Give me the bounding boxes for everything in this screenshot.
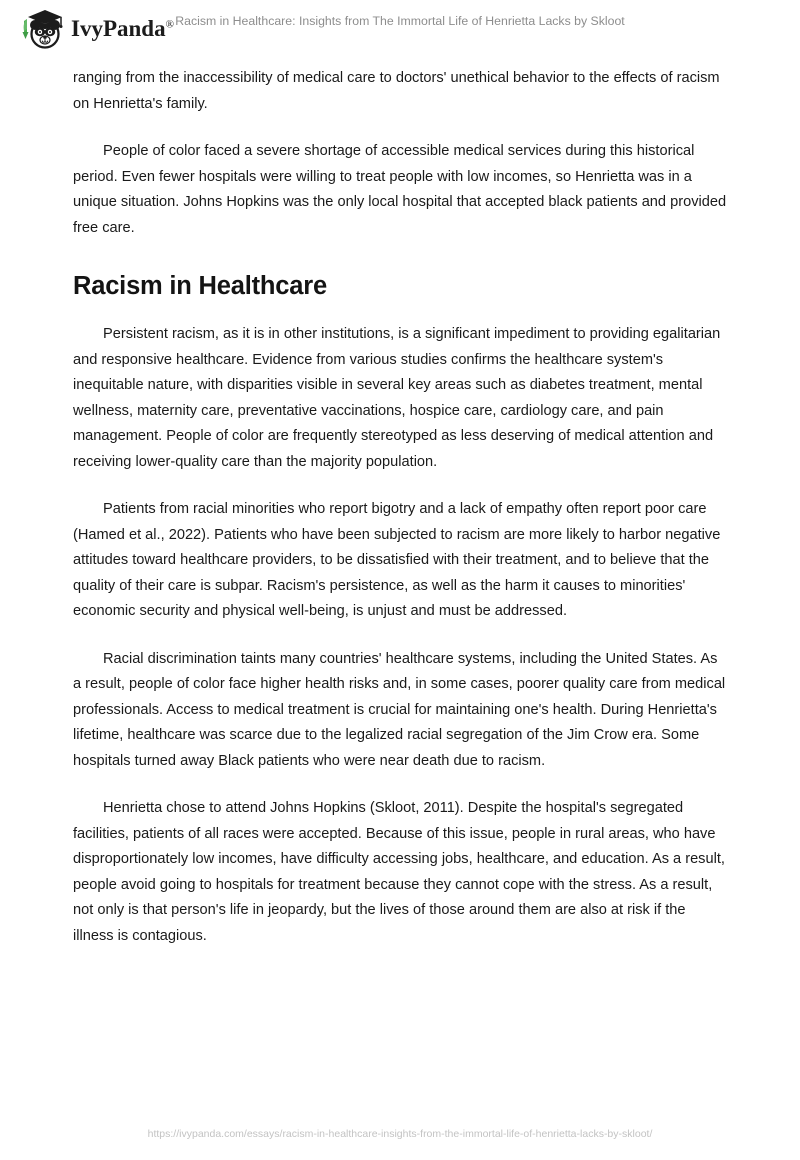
brand-logo-link[interactable] bbox=[18, 6, 174, 50]
page-footer bbox=[0, 1124, 800, 1142]
paragraph: Persistent racism, as it is in other institutions, is a significant impediment to providing egalitarian and responsive healthcare. Evidence from various studies confirms the healthcare system's inequitable nature, with disparities visible in several key areas such as diabetes treatment, mental wellness, maternity care, preventative vaccinations, hospice care, cardiology care, and pain management. People of color are frequently stereotyped as less deserving of medical attention and receiving lower-quality care than the majority population. bbox=[73, 326, 721, 470]
registered-trademark-symbol: ® bbox=[165, 17, 174, 30]
paragraph: Racial discrimination taints many countries' healthcare systems, including the United States. As a result, people of color face higher health risks and, in some cases, poorer quality care from medical professionals. Access to medical treatment is crucial for maintaining one's health. During Henrietta's lifetime, healthcare was scarce due to the legalized racial segregation of the Jim Crow era. Some hospitals turned away Black patients who were near death due to racism. bbox=[73, 650, 726, 769]
section-heading: Racism in Healthcare bbox=[73, 272, 327, 300]
brand-name bbox=[71, 17, 174, 40]
paragraph: ranging from the inaccessibility of medical care to doctors' unethical behavior to the effects of racism on Henrietta's family. bbox=[73, 70, 720, 112]
page-title: Racism in Healthcare: Insights from The Immortal Life of Henrietta Lacks by Skloot bbox=[175, 14, 625, 28]
paragraph: People of color faced a severe shortage of accessible medical services during this historical period. Even fewer hospitals were willing to treat people with low incomes, so Henrietta was in a unique situation. Johns Hopkins was the only local hospital that accepted black patients and provided free care. bbox=[73, 143, 727, 236]
graduation-panda-logo-icon bbox=[18, 6, 64, 50]
document-body bbox=[73, 66, 728, 971]
paragraph: Henrietta chose to attend Johns Hopkins (Skloot, 2011). Despite the hospital's segregated facilities, patients of all races were accepted. Because of this issue, people in rural areas, who have disproportionately low incomes, have difficulty accessing jobs, healthcare, and education. As a result, people avoid going to hospitals for treatment because they cannot cope with the stress. As a result, not only is that person's life in jeopardy, but the lives of those around them are also at risk if the illness is contagious. bbox=[73, 800, 725, 944]
page-header bbox=[0, 0, 800, 56]
paragraph: Patients from racial minorities who report bigotry and a lack of empathy often report poor care (Hamed et al., 2022). Patients who have been subjected to racism are more likely to harbor negative attitudes toward healthcare providers, to be dissatisfied with their treatment, and to believe that the quality of their care is subpar. Racism's persistence, as well as the harm it causes to minorities' economic security and physical well-being, is unjust and must be addressed. bbox=[73, 501, 721, 619]
source-url-link[interactable]: https://ivypanda.com/essays/racism-in-healthcare-insights-from-the-immortal-life-of-henrietta-lacks-by-skloot/ bbox=[147, 1128, 653, 1140]
brand-name-text: IvyPanda bbox=[71, 15, 166, 41]
